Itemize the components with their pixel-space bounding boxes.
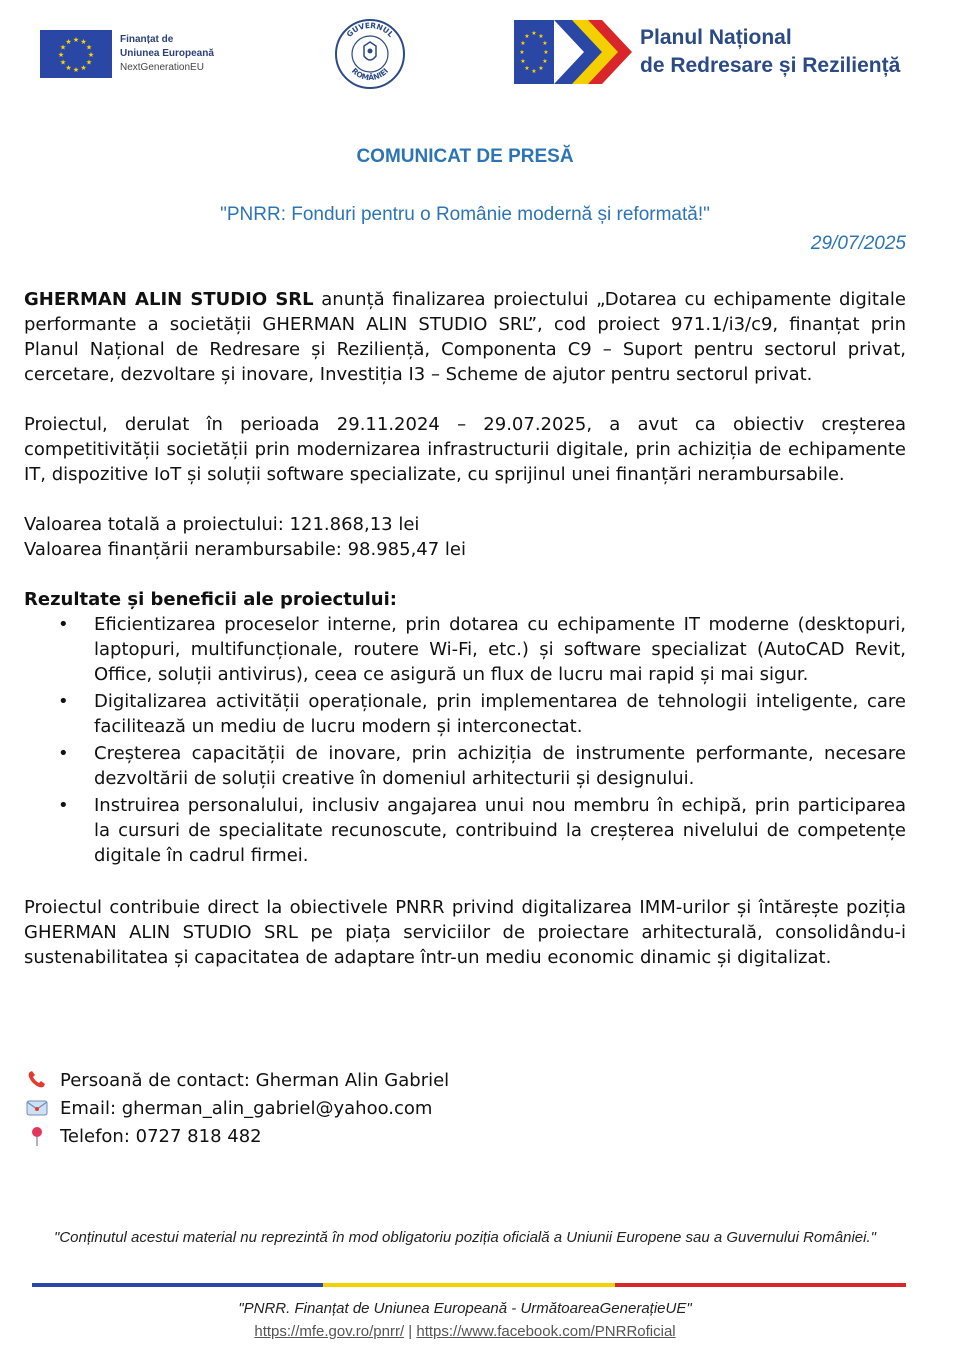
pnrr-logo-line1: Planul Național — [640, 26, 792, 49]
pnrr-logo-line2: de Redresare și Reziliență — [640, 54, 901, 77]
svg-text:★: ★ — [519, 49, 525, 56]
conclusion-paragraph: Proiectul contribuie direct la obiectivele PNRR privind digitalizarea IMM-urilor și întărește poziția GHERMAN ALIN STUDIO SRL pe piața serviciilor de proiectare arhitecturală, consolidându-i sustenabilitatea și capacitatea de adaptare într-un mediu economic dinamic și digitalizat. — [24, 897, 906, 968]
project-values — [24, 512, 906, 562]
svg-text:★: ★ — [538, 33, 544, 40]
page-subtitle: "PNRR: Fonduri pentru o Românie modernă și reformată!" — [220, 204, 710, 225]
svg-text:★: ★ — [543, 49, 549, 56]
svg-text:★: ★ — [59, 58, 67, 67]
svg-text:★: ★ — [538, 65, 544, 72]
project-paragraph: Proiectul, derulat în perioada 29.11.2024 – 29.07.2025, a avut ca obiectiv creșterea competitivității societății prin modernizarea infrastructurii digitale, prin achiziția de echipamente IT, dispozitive IoT și soluții software specializate, cu sprijinul unei finanțări nerambursabile. — [24, 414, 906, 485]
page-title: COMUNICAT DE PRESĂ — [356, 146, 574, 167]
eu-logo-line2: Uniunea Europeană — [120, 48, 214, 59]
contact-phone — [24, 1122, 449, 1150]
press-body — [24, 287, 906, 970]
contact-email-text: Email: gherman_alin_gabriel@yahoo.com — [60, 1097, 433, 1119]
contact-phone-text: Telefon: 0727 818 482 — [60, 1125, 262, 1147]
bullet-icon: • — [58, 795, 69, 816]
results-list — [24, 612, 906, 868]
telephone-icon — [24, 1070, 50, 1090]
svg-text:★: ★ — [85, 58, 93, 67]
eu-logo-text — [120, 33, 214, 75]
pnrr-logo-text — [640, 24, 900, 80]
contact-section — [24, 1066, 449, 1150]
intro-text: anunță finalizarea proiectului „Dotarea cu echipamente digitale performante a societății GHERMAN ALIN STUDIO SRL”, cod proiect 971.1/i3/c9, finanțat prin Planul Național de Redresare și Reziliență, Componenta C9 – Suport pentru sectorul privat, cercetare, dezvoltare și inovare, Investiția I3 – Scheme de ajutor pentru sectorul privat. — [24, 289, 906, 385]
grant-value: Valoarea finanțării nerambursabile: 98.985,47 lei — [24, 539, 467, 560]
pnrr-logo — [514, 20, 900, 84]
svg-text:★: ★ — [531, 30, 537, 37]
company-name: GHERMAN ALIN STUDIO SRL — [24, 289, 314, 310]
total-value: Valoarea totală a proiectului: 121.868,13 lei — [24, 514, 420, 535]
svg-text:★: ★ — [57, 51, 65, 59]
bullet-icon: • — [58, 691, 69, 712]
svg-text:★: ★ — [87, 51, 95, 59]
tricolor-bar — [32, 1283, 906, 1287]
list-item: • Instruirea personalului, inclusiv angajarea unui nou membru în echipă, prin participarea la cursuri de specialitate recunoscute, contribuind la creșterea nivelului de competențe digitale în cadrul firmei. — [58, 795, 906, 866]
footer-tagline: "PNRR. Finanțat de Uniunea Europeană - UrmătoareaGenerațieUE" — [238, 1300, 692, 1317]
svg-text:★: ★ — [542, 58, 548, 65]
svg-text:★: ★ — [524, 33, 530, 40]
svg-text:★: ★ — [65, 38, 72, 46]
guvernul-romaniei-seal-icon — [334, 18, 406, 90]
contact-email — [24, 1094, 449, 1122]
header — [0, 0, 960, 110]
svg-text:★: ★ — [520, 40, 526, 47]
footer-links — [0, 1323, 930, 1340]
svg-text:★: ★ — [80, 38, 87, 46]
list-item: • Creșterea capacității de inovare, prin achiziția de instrumente performante, necesare dezvoltării de soluții creative în domeniul arhitecturii și designului. — [58, 743, 906, 789]
footer-link-facebook[interactable]: https://www.facebook.com/PNRRoficial — [416, 1323, 676, 1340]
list-item: • Digitalizarea activității operaționale, prin implementarea de tehnologii inteligente, care facilitează un mediu de lucru modern și interconectat. — [58, 691, 906, 737]
svg-text:★: ★ — [65, 64, 72, 72]
svg-text:★: ★ — [72, 36, 80, 44]
svg-text:★: ★ — [531, 68, 537, 75]
list-item: • Eficientizarea proceselor interne, prin dotarea cu echipamente IT moderne (desktopuri, laptopuri, multifuncționale, routere Wi-Fi, etc.) și software specializat (AutoCAD Revit, Office, soluții antivirus), ceea ce asigură un flux de lucru mai rapid și mai sigur. — [58, 614, 906, 685]
footer-link-mfe[interactable]: https://mfe.gov.ro/pnrr/ — [254, 1323, 405, 1340]
svg-text:★: ★ — [524, 65, 530, 72]
pnrr-arrow-icon — [514, 20, 632, 84]
disclaimer: "Conținutul acestui material nu reprezintă în mod obligatoriu poziția oficială a Uniunii Europene sau a Guvernului României." — [54, 1229, 876, 1246]
contact-person-text: Persoană de contact: Gherman Alin Gabriel — [60, 1069, 450, 1091]
eu-logo — [40, 30, 214, 78]
svg-text:★: ★ — [520, 58, 526, 65]
pin-icon — [24, 1126, 50, 1146]
bullet-icon: • — [58, 743, 69, 764]
svg-text:ROMÂNIEI: ROMÂNIEI — [349, 66, 391, 83]
envelope-icon — [24, 1098, 50, 1118]
results-heading: Rezultate și beneficii ale proiectului: — [24, 589, 397, 610]
svg-text:★: ★ — [59, 43, 67, 52]
bullet-icon: • — [58, 614, 69, 635]
svg-text:★: ★ — [72, 66, 80, 74]
svg-text:GUVERNUL: GUVERNUL — [344, 20, 396, 40]
svg-text:★: ★ — [85, 43, 93, 52]
eu-logo-line3: NextGenerationEU — [120, 62, 204, 73]
press-date: 29/07/2025 — [810, 233, 906, 254]
svg-text:★: ★ — [80, 64, 87, 72]
footer-separator: | — [404, 1323, 417, 1340]
eu-logo-line1: Finanțat de — [120, 34, 174, 45]
eu-flag-icon — [40, 30, 112, 78]
svg-text:★: ★ — [542, 40, 548, 47]
contact-person — [24, 1066, 449, 1094]
intro-paragraph — [24, 287, 906, 387]
